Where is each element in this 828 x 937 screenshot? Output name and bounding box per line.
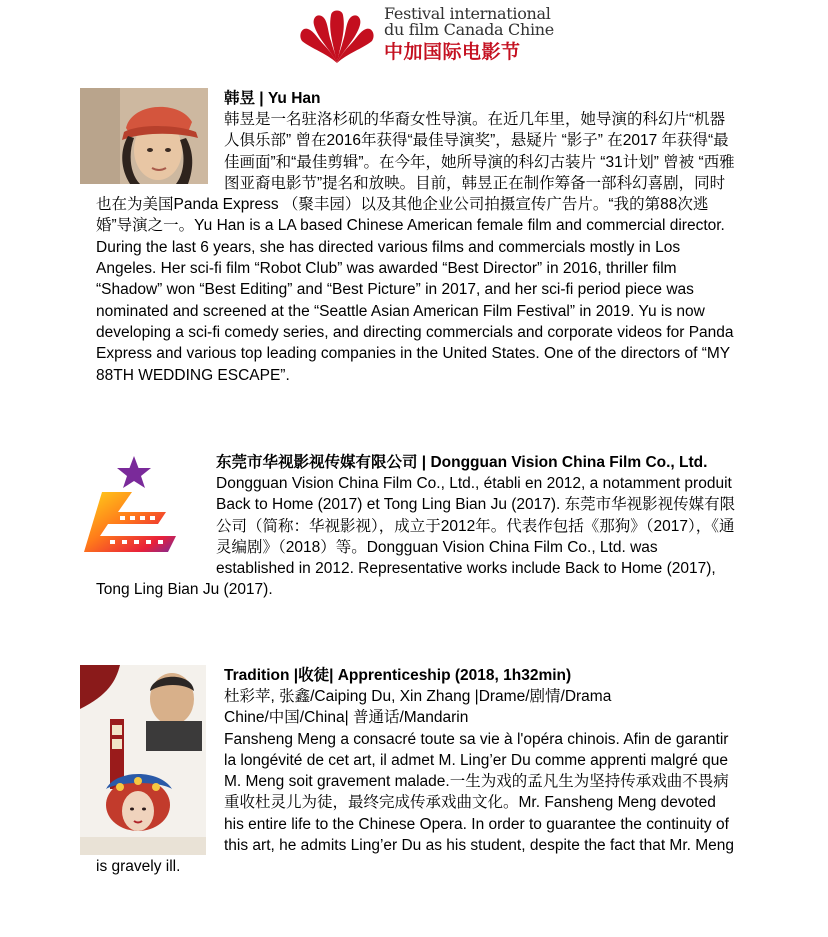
film-poster [80, 665, 206, 855]
entry-dongguan-vision-china [96, 452, 738, 601]
entry-credits-line1: 杜彩苹, 张鑫/Caiping Du, Xin Zhang |Drame/剧情/Drama [224, 688, 612, 705]
entry-yu-han [96, 88, 738, 386]
entry-description: Dongguan Vision China Film Co., Ltd., établi en 2012, a notamment produit Back to Home (2017) et Tong Ling Bian Ju (2017). 东莞市华视影视传媒有限公司（简称：华视影视），成立于2012年。代表作包括《那狗》（2017），《通灵编剧》（2018）等。Dongguan Vision China Film Co., Ltd. was established in 2012. Representative works include Back to Home (2017), Tong Ling Bian Ju (2017). [96, 475, 736, 599]
entry-title: 东莞市华视影视传媒有限公司 | Dongguan Vision China Film Co., Ltd. [216, 454, 708, 471]
poster-image-icon [80, 665, 206, 855]
company-logo-icon [80, 452, 188, 564]
entry-title: Tradition |收徒| Apprenticeship (2018, 1h32min) [224, 667, 572, 684]
portrait-photo-icon [80, 88, 208, 184]
vision-china-logo [80, 452, 188, 564]
logo-text-french-line2: du film Canada Chine [384, 20, 554, 39]
entry-credits-line2: Chine/中国/China| 普通话/Mandarin [224, 709, 469, 727]
logo-text-french: Festival international [384, 4, 551, 23]
yu-han-portrait [80, 88, 208, 184]
entry-title: 韩昱 | Yu Han [224, 90, 321, 107]
entry-tradition-apprenticeship [96, 665, 738, 878]
festival-header [0, 0, 828, 75]
logo-text-chinese: 中加国际电影节 [384, 41, 521, 63]
festival-logo-icon [296, 5, 378, 69]
entry-description: 韩昱是一名驻洛杉矶的华裔女性导演。在近几年里，她导演的科幻片“机器人俱乐部” 曾在2016年获得“最佳导演奖”，悬疑片 “影子” 在2017 年获得“最佳画面”和“最佳剪辑”。在今年，她所导演的科幻古装片 “31计划” 曾被 “西雅图亚裔电影节”提名和放映。目前，韩昱正在制作筹备一部科幻喜剧，同时也在为美国Panda Express （聚丰园）以及其他企业公司拍摄宣传广告片。“我的第88次逃婚”导演之一。Yu Han is a LA based Chinese American female film and commercial director. During the last 6 years, she has directed various films and commercials mostly in Los Angeles. Her sci-fi film “Robot Club” was awarded “Best Director” in 2016, thriller film “Shadow” won “Best Editing” and “Best Picture” in 2017, and her sci-fi period piece was nominated and screened at the “Seattle Asian American Film Festival” in 2019. Yu is now developing a sci-fi comedy series, and directing commercials and corporate videos for Panda Express and various top leading companies in the United States. One of the directors of “MY 88TH WEDDING ESCAPE”. [96, 111, 735, 384]
entry-description: Fansheng Meng a consacré toute sa vie à l'opéra chinois. Afin de garantir la longévité de cet art, il admet M. Ling’er Du comme apprenti malgré que M. Meng soit gravement malade.一生为戏的孟凡生为坚持传承戏曲不畏病重收杜灵儿为徒，最终完成传承戏曲文化。Mr. Fansheng Meng devoted his entire life to the Chinese Opera. In order to guarantee the continuity of this art, he admits Ling’er Du as his student, despite the fact that Mr. Meng is gravely ill. [96, 730, 735, 876]
